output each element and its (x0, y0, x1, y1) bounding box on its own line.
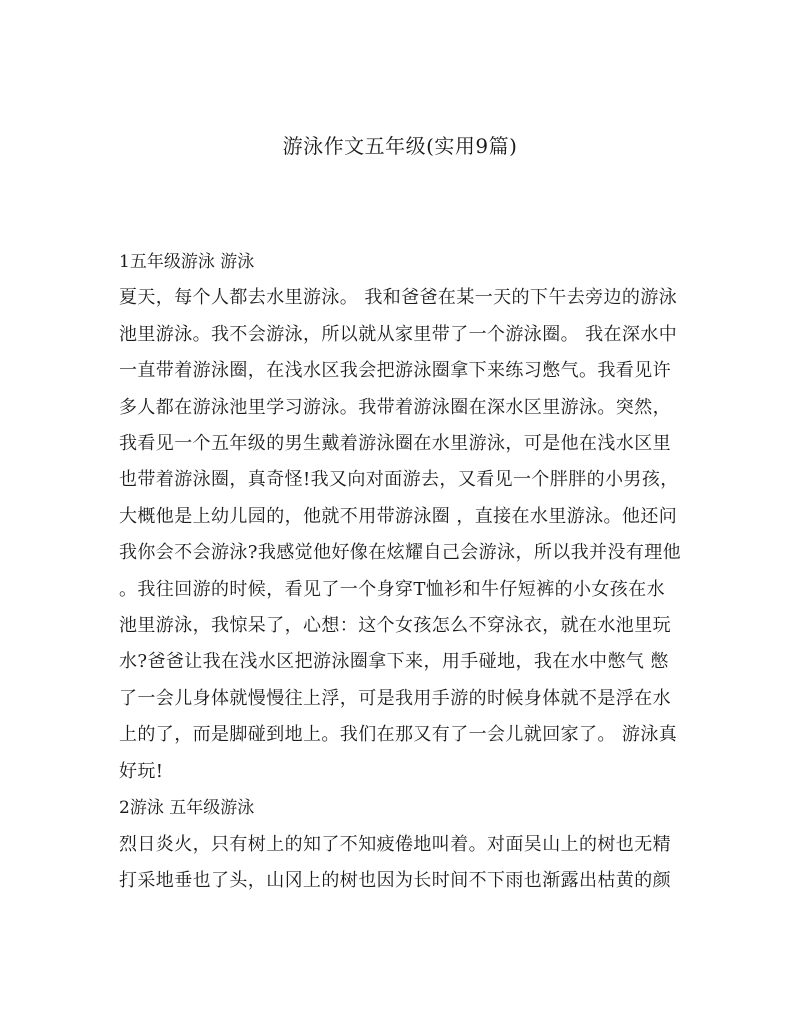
paragraph-line: 烈日炎火，只有树上的知了不知疲倦地叫着。对面吴山上的树也无精 (119, 833, 671, 855)
paragraph-line: 多人都在游泳池里学习游泳。我带着游泳圈在深水区里游泳。突然， (119, 396, 671, 418)
paragraph-line: 也带着游泳圈，真奇怪!我又向对面游去，又看见一个胖胖的小男孩， (119, 469, 679, 491)
section-paragraph (119, 827, 689, 900)
section-2 (119, 790, 689, 899)
paragraph-line: 池里游泳。我不会游泳，所以就从家里带了一个游泳圈。 我在深水中 (119, 323, 678, 345)
paragraph-line: 好玩! (119, 760, 164, 782)
paragraph-line: 了一会儿身体就慢慢往上浮，可是我用手游的时候身体就不是浮在水 (119, 687, 671, 709)
paragraph-line: 打采地垂也了头，山冈上的树也因为长时间不下雨也渐露出枯黄的颜 (119, 869, 671, 891)
section-heading: 2游泳 五年级游泳 (119, 798, 255, 819)
document-body (119, 244, 689, 899)
paragraph-line: 一直带着游泳圈，在浅水区我会把游泳圈拿下来练习憋气。我看见许 (119, 360, 671, 382)
paragraph-line: 夏天，每个人都去水里游泳。 我和爸爸在某一天的下午去旁边的游泳 (119, 287, 678, 309)
document-title: 游泳作文五年级(实用9篇) (282, 134, 518, 158)
section-heading: 1五年级游泳 游泳 (119, 252, 255, 272)
paragraph-line: 大概他是上幼儿园的，他就不用带游泳圈 ，直接在水里游泳。他还问 (119, 505, 678, 527)
section-paragraph (119, 280, 689, 790)
paragraph-line: 。我往回游的时候，看见了一个身穿T恤衫和牛仔短裤的小女孩在水 (119, 578, 666, 600)
paragraph-line: 我你会不会游泳?我感觉他好像在炫耀自己会游泳，所以我并没有理他 (119, 542, 682, 564)
paragraph-line: 水?爸爸让我在浅水区把游泳圈拿下来，用手碰地，我在水中憋气 憋 (119, 651, 669, 673)
section-1 (119, 244, 689, 790)
paragraph-line: 上的了，而是脚碰到地上。我们在那又有了一会儿就回家了。 游泳真 (119, 724, 678, 746)
paragraph-line: 池里游泳，我惊呆了，心想：这个女孩怎么不穿泳衣，就在水池里玩 (119, 615, 671, 637)
paragraph-line: 我看见一个五年级的男生戴着游泳圈在水里游泳，可是他在浅水区里 (119, 433, 671, 455)
